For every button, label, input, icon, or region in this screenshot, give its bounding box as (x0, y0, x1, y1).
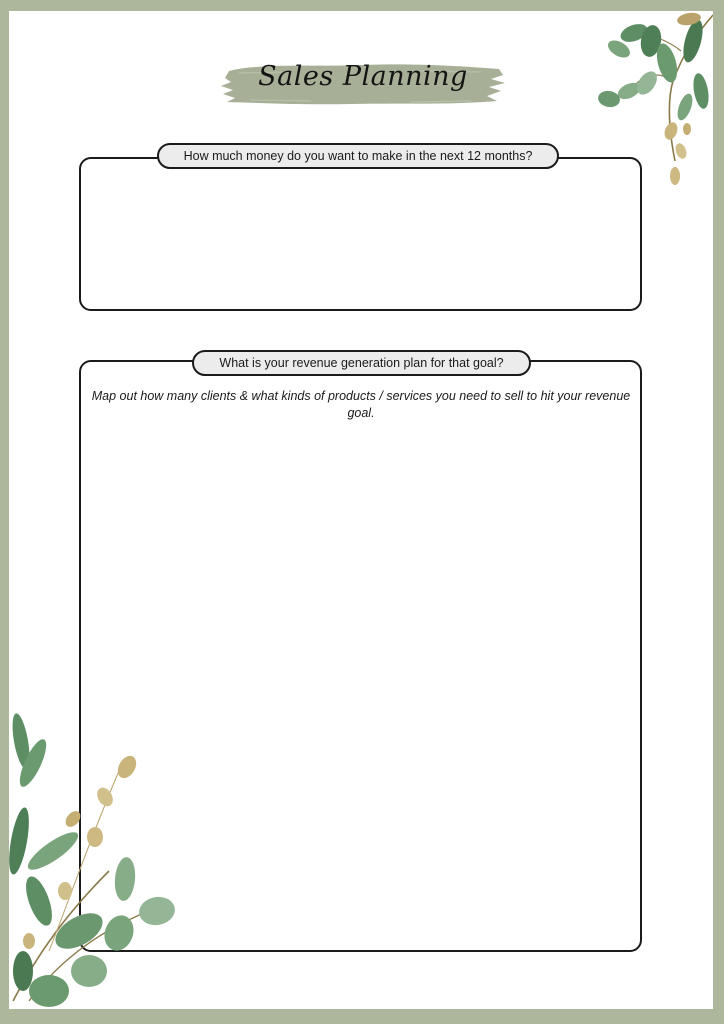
page-title-banner (221, 53, 505, 119)
page-title: Sales Planning (258, 61, 468, 92)
planner-page (9, 11, 713, 1009)
revenue-plan-question: What is your revenue generation plan for that goal? (192, 350, 531, 376)
eucalyptus-leaves-icon (9, 701, 179, 1009)
revenue-plan-instructions: Map out how many clients & what kinds of products / services you need to sell to hit your revenue goal. (91, 389, 631, 420)
eucalyptus-leaves-icon (589, 11, 713, 201)
income-goal-question: How much money do you want to make in the next 12 months? (157, 143, 559, 169)
income-goal-answer-area[interactable] (91, 181, 629, 299)
